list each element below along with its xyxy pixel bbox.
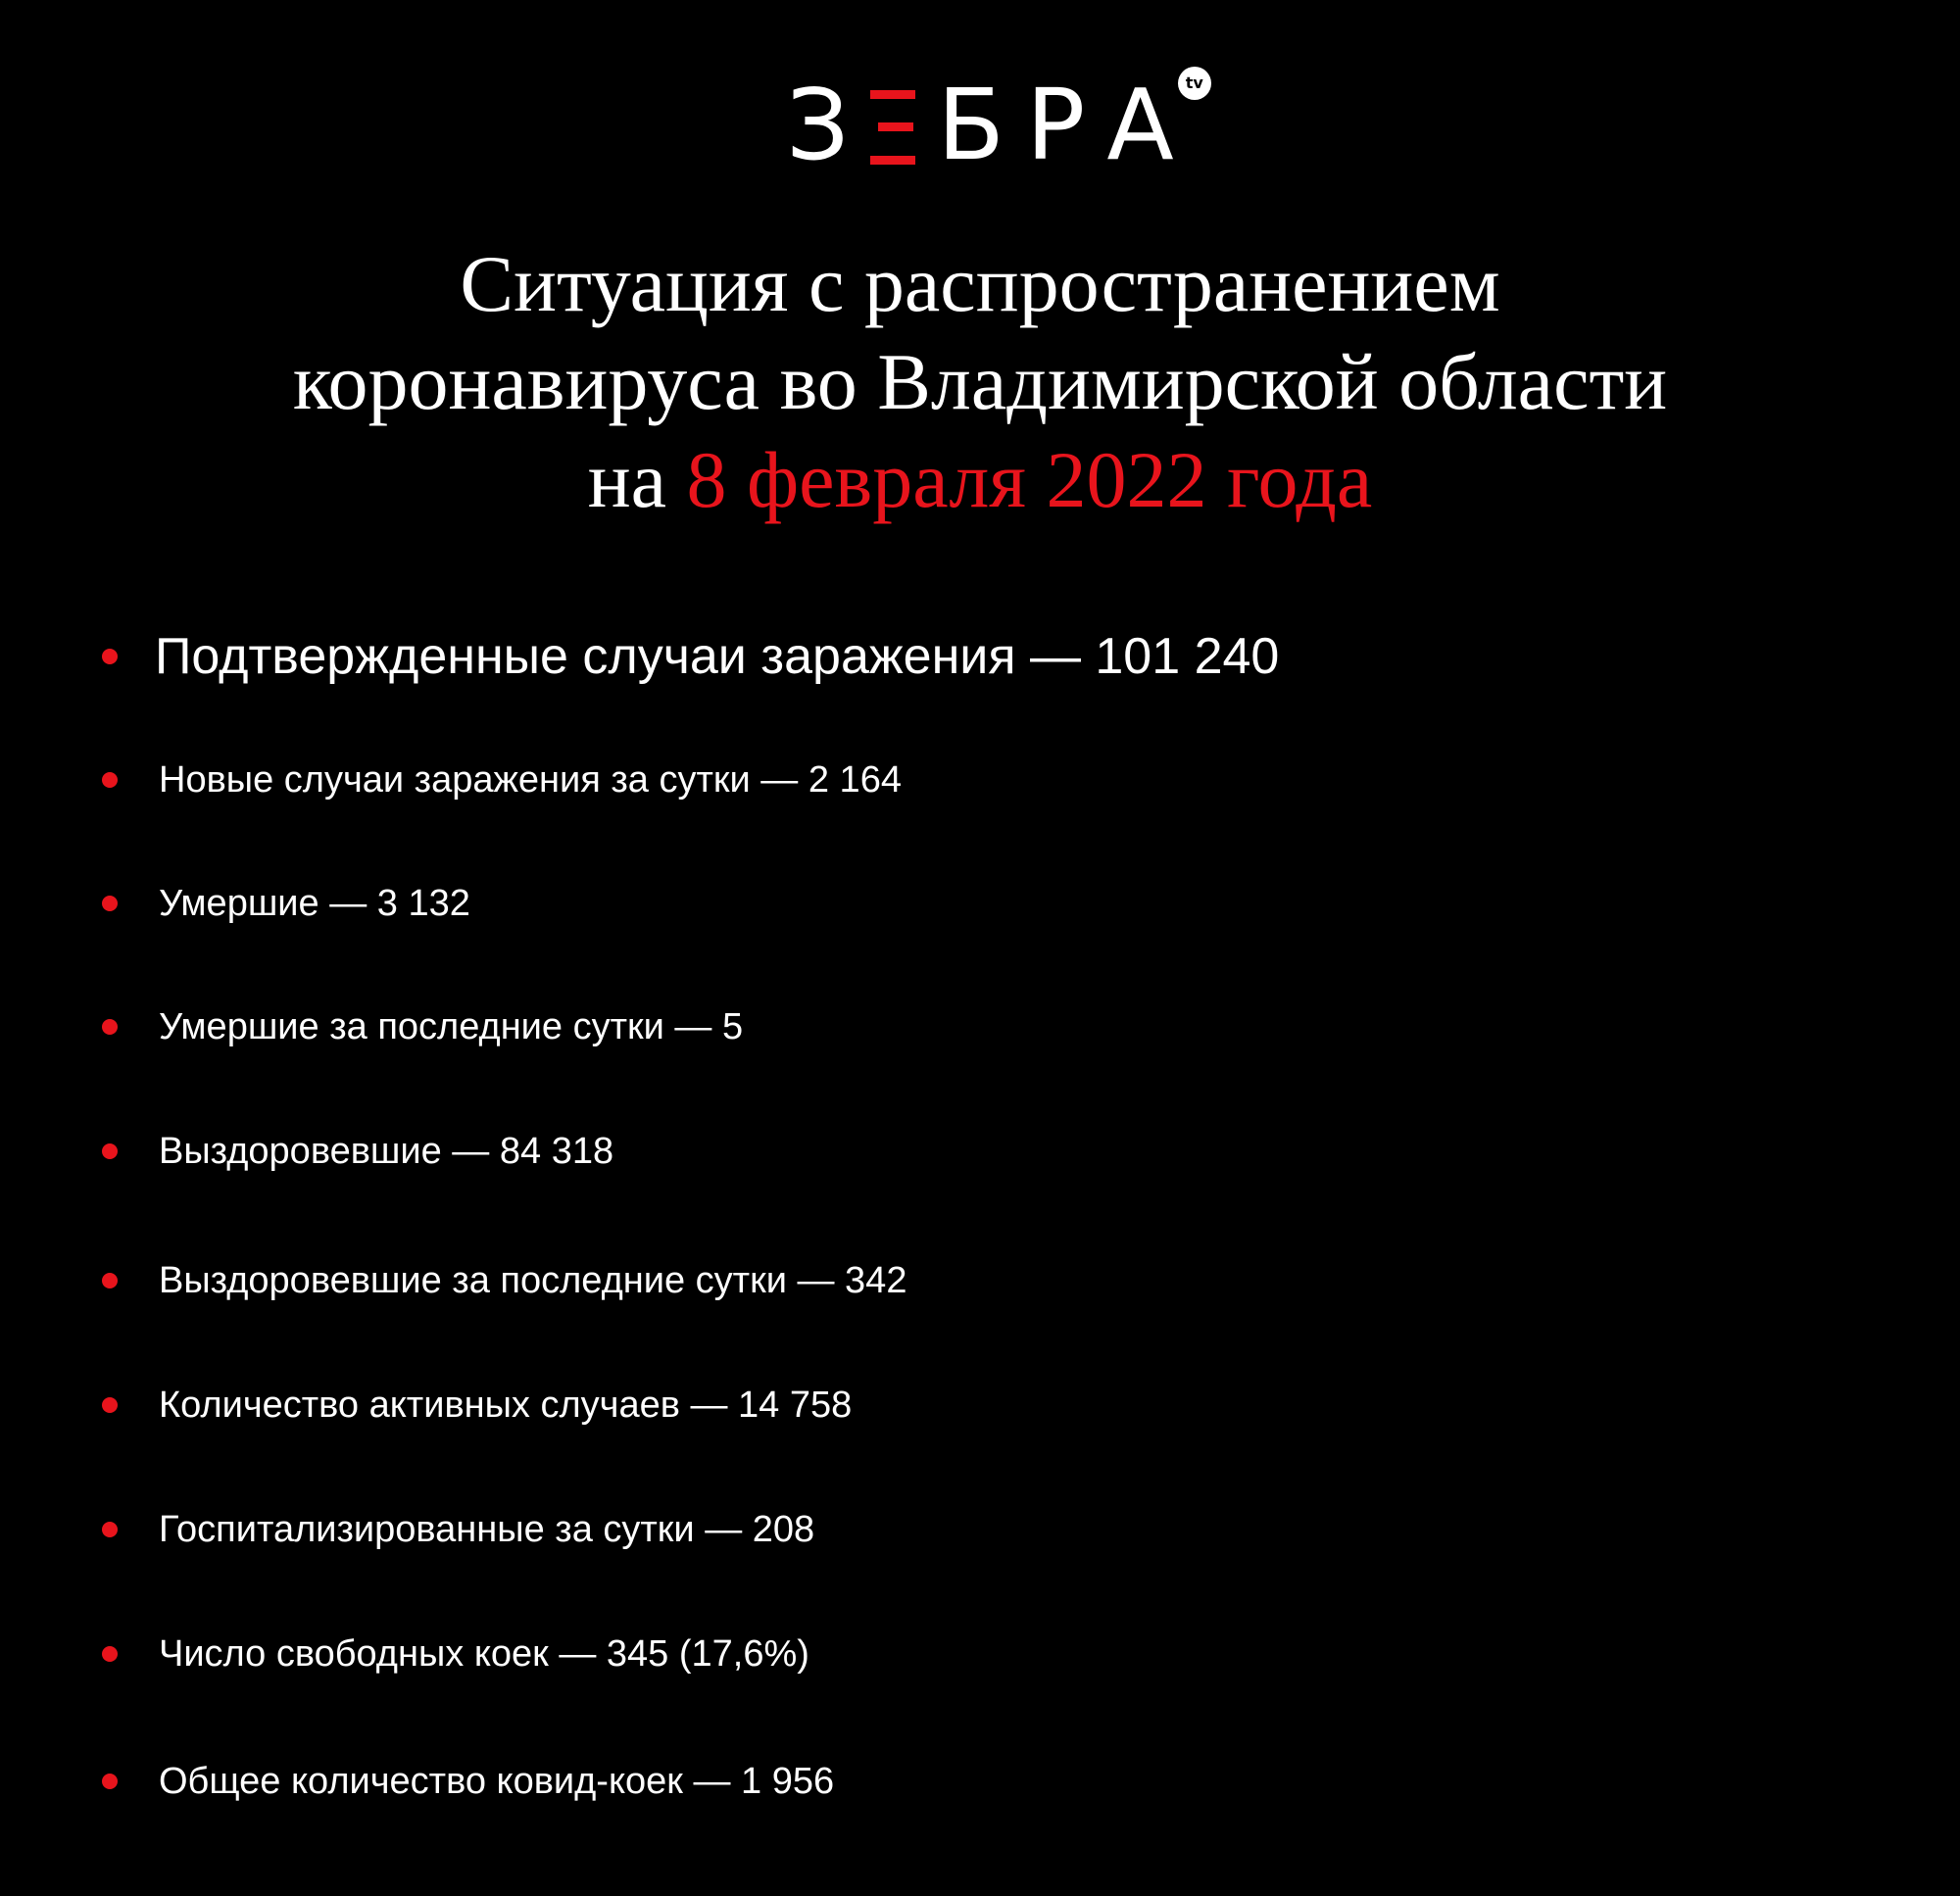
bullet-icon	[102, 1646, 118, 1662]
stat-text: Количество активных случаев — 14 758	[159, 1384, 853, 1426]
bullet-icon	[102, 1522, 118, 1537]
stat-row-new-cases	[102, 751, 902, 809]
stat-row-total-beds	[102, 1752, 834, 1811]
logo-letter-a: А	[1106, 68, 1174, 182]
stat-row-deaths	[102, 874, 470, 933]
title-date: 8 февраля 2022 года	[686, 435, 1373, 524]
stat-row-recovered-daily	[102, 1251, 906, 1310]
stat-row-recovered	[102, 1122, 613, 1181]
stat-row-hospitalized	[102, 1500, 814, 1559]
bullet-icon	[102, 1019, 118, 1035]
stat-row-active	[102, 1376, 852, 1434]
title-line-1: Ситуация с распространением	[460, 239, 1500, 328]
logo-letter-b: Б	[937, 68, 1004, 182]
stat-text: Подтвержденные случаи заражения — 101 240	[155, 628, 1280, 685]
bullet-icon	[102, 772, 118, 788]
bullet-icon	[102, 649, 118, 664]
stat-text: Выздоровевшие за последние сутки — 342	[159, 1259, 907, 1301]
stat-row-deaths-daily	[102, 997, 743, 1056]
stat-text: Выздоровевшие — 84 318	[159, 1130, 614, 1172]
stat-text: Новые случаи заражения за сутки — 2 164	[159, 758, 902, 801]
bullet-icon	[102, 1397, 118, 1413]
bullet-icon	[102, 1143, 118, 1159]
bullet-icon	[102, 1273, 118, 1288]
title-date-prefix: на	[587, 435, 687, 524]
stat-row-free-beds	[102, 1625, 809, 1683]
bullet-icon	[102, 896, 118, 911]
stat-text: Госпитализированные за сутки — 208	[159, 1508, 815, 1550]
bullet-icon	[102, 1774, 118, 1789]
title-line-2: коронавируса во Владимирской области	[292, 337, 1668, 426]
logo-tv-badge: tv	[1178, 67, 1211, 100]
stat-text: Умершие за последние сутки — 5	[159, 1005, 744, 1047]
stat-text: Общее количество ковид-коек — 1 956	[159, 1760, 835, 1802]
logo-letter-r: Р	[1026, 68, 1086, 182]
stat-text: Число свободных коек — 345 (17,6%)	[159, 1632, 809, 1675]
stat-row-confirmed	[102, 627, 1279, 686]
stat-text: Умершие — 3 132	[159, 882, 470, 924]
logo-letter-z: З	[786, 68, 850, 182]
